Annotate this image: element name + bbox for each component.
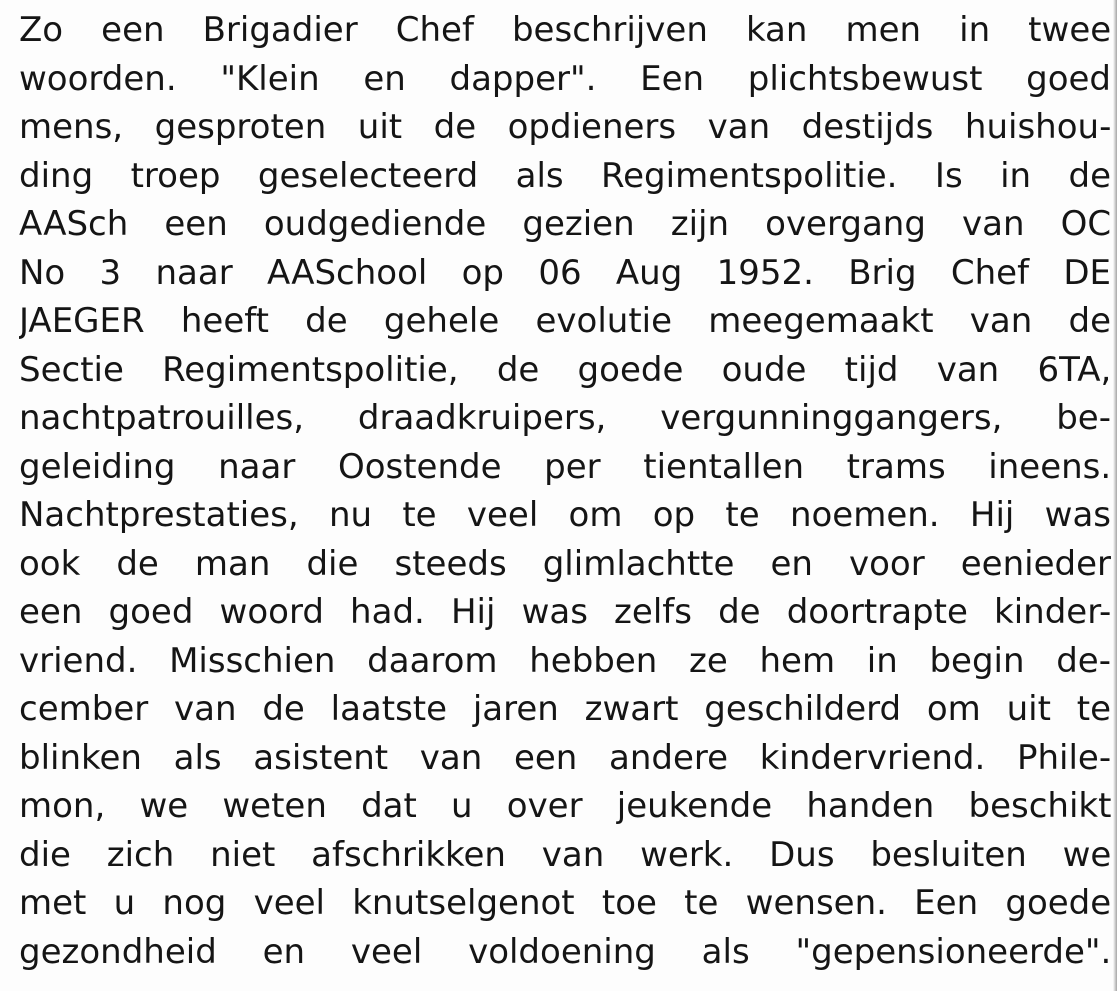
text-line: Sectie Regimentspolitie, de goede oude tijd van 6TA,: [19, 349, 1111, 390]
page-edge-shadow: [1113, 0, 1117, 991]
text-line: cember van de laatste jaren zwart geschilderd om uit te: [19, 689, 1111, 729]
text-line: mens, gesproten uit de opdieners van destijds huishou-: [19, 107, 1111, 147]
text-line: vriend. Misschien daarom hebben ze hem in begin de-: [19, 640, 1111, 681]
text-line: AASch een oudgediende gezien zijn overgang van OC: [19, 204, 1111, 244]
text-line: geleiding naar Oostende per tientallen trams ineens.: [19, 446, 1111, 487]
text-line: die zich niet afschrikken van werk. Dus besluiten we: [19, 834, 1111, 875]
text-line: ook de man die steeds glimlachtte en voor eenieder: [19, 543, 1111, 584]
text-line: blinken als asistent van een andere kindervriend. Phile-: [19, 737, 1111, 778]
text-line: JAEGER heeft de gehele evolutie meegemaakt van de: [19, 301, 1111, 341]
text-line: woorden. "Klein en dapper". Een plichtsbewust goed: [19, 58, 1111, 99]
text-line: met u nog veel knutselgenot toe te wensen. Een goede: [19, 883, 1111, 923]
text-line: ding troep geselecteerd als Regimentspolitie. Is in de: [19, 155, 1111, 196]
text-line: nachtpatrouilles, draadkruipers, vergunninggangers, be-: [19, 398, 1111, 438]
text-line: No 3 naar AASchool op 06 Aug 1952. Brig Chef DE: [19, 252, 1111, 293]
text-line: een goed woord had. Hij was zelfs de doortrapte kinder-: [19, 592, 1111, 632]
text-line: Zo een Brigadier Chef beschrijven kan men in twee: [19, 10, 1111, 50]
article-text: [19, 6, 1111, 976]
text-line: Nachtprestaties, nu te veel om op te noemen. Hij was: [19, 495, 1111, 535]
text-line: gezondheid en veel voldoening als "gepensioneerde".: [19, 931, 1111, 972]
text-line: mon, we weten dat u over jeukende handen beschikt: [19, 786, 1111, 826]
